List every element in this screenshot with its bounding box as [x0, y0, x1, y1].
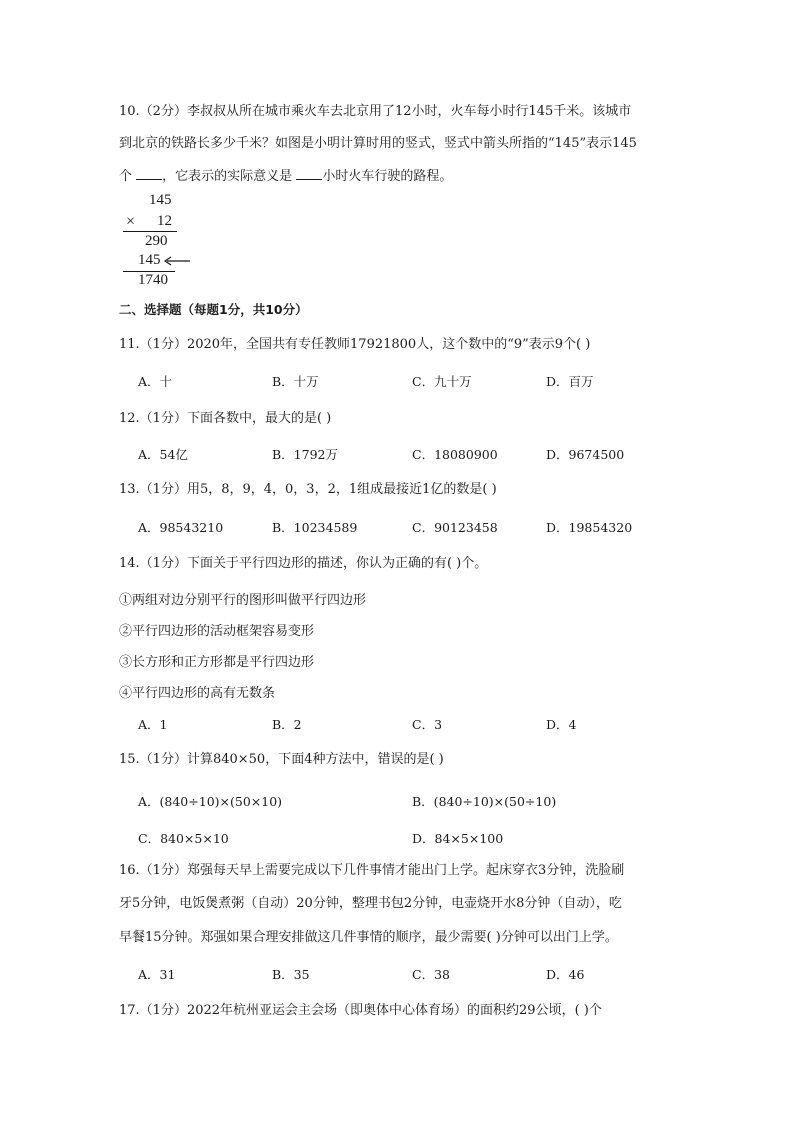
q11-option-b: B．十万 — [272, 374, 319, 389]
partial-product-2: 145 — [138, 252, 161, 268]
q16-line2: 牙5分钟，电饭煲煮粥（自动）20分钟，整理书包2分钟，电壶烧开水8分钟（自动），吃 — [119, 896, 622, 911]
multiplicand: 145 — [149, 192, 172, 208]
q15-option-a: A．(840÷10)×(50×10) — [138, 794, 283, 809]
vertical-multiplication — [119, 192, 199, 292]
q15-option-d: D．84×5×100 — [412, 831, 504, 846]
q16-option-a: A．31 — [138, 967, 176, 982]
q14-statement-1: ①两组对边分别平行的图形叫做平行四边形 — [119, 593, 367, 608]
q11-option-a: A．十 — [138, 374, 173, 389]
q15-stem: 15.（1分）计算840×50，下面4种方法中，错误的是( ) — [119, 752, 444, 767]
arrow-icon — [161, 255, 191, 269]
q11-option-c: C．九十万 — [412, 374, 472, 389]
q14-option-b: B．2 — [272, 717, 302, 732]
q14-option-a: A．1 — [138, 717, 168, 732]
q17-stem: 17.（1分）2022年杭州亚运会主会场（即奥体中心体育场）的面积约29公顷，( )个 — [119, 1003, 602, 1018]
q10-line2: 到北京的铁路长多少千米？如图是小明计算时用的竖式，竖式中箭头所指的“145”表示145 — [119, 136, 637, 151]
q10-line3-c: 小时火车行驶的路程。 — [322, 169, 453, 184]
q15-option-b: B．(840÷10)×(50÷10) — [412, 794, 557, 809]
q10-line3-b: ，它表示的实际意义是 — [162, 169, 293, 184]
calc-rule-1 — [123, 231, 177, 232]
q10-line3 — [119, 167, 452, 185]
partial-product-1: 290 — [145, 233, 168, 249]
product: 1740 — [138, 272, 168, 288]
times-sign: × — [126, 213, 136, 230]
q13-option-d: D．19854320 — [546, 520, 633, 535]
q14-statement-3: ③长方形和正方形都是平行四边形 — [119, 655, 315, 670]
q12-option-b: B．1792万 — [272, 447, 338, 462]
q12-stem: 12.（1分）下面各数中，最大的是( ) — [119, 411, 332, 426]
q14-statement-2: ②平行四边形的活动框架容易变形 — [119, 624, 315, 639]
q12-option-a: A．54亿 — [138, 447, 188, 462]
section-title: 二、选择题（每题1分，共10分） — [119, 302, 308, 317]
q11-option-d: D．百万 — [546, 374, 594, 389]
q14-option-c: C．3 — [412, 717, 443, 732]
q13-stem: 13.（1分）用5，8，9，4，0，3，2，1组成最接近1亿的数是( ) — [119, 482, 497, 497]
multiplier: 12 — [157, 213, 172, 229]
answer-blank-2 — [296, 167, 322, 180]
q16-line3: 早餐15分钟。郑强如果合理安排做这几件事情的顺序，最少需要( )分钟可以出门上学。 — [119, 930, 618, 945]
q10-line3-a: 个 — [119, 169, 133, 184]
q11-stem: 11.（1分）2020年，全国共有专任教师17921800人，这个数中的“9”表示9个( ) — [119, 337, 591, 352]
q15-option-c: C．840×5×10 — [138, 831, 229, 846]
q13-option-a: A．98543210 — [138, 520, 224, 535]
answer-blank-1 — [136, 167, 162, 180]
q16-option-b: B．35 — [272, 967, 310, 982]
q14-statement-4: ④平行四边形的高有无数条 — [119, 686, 276, 701]
q12-option-d: D．9674500 — [546, 447, 625, 462]
q10-line1: 10.（2分）李叔叔从所在城市乘火车去北京用了12小时，火车每小时行145千米。该城市 — [119, 104, 632, 119]
q13-option-c: C．90123458 — [412, 520, 498, 535]
q16-line1: 16.（1分）郑强每天早上需要完成以下几件事情才能出门上学。起床穿衣3分钟，洗脸刷 — [119, 863, 625, 878]
q16-option-d: D．46 — [546, 967, 585, 982]
q13-option-b: B．10234589 — [272, 520, 358, 535]
q14-option-d: D．4 — [546, 717, 577, 732]
q12-option-c: C．18080900 — [412, 447, 498, 462]
q16-option-c: C．38 — [412, 967, 450, 982]
q14-stem: 14.（1分）下面关于平行四边形的描述，你认为正确的有( )个。 — [119, 556, 488, 571]
